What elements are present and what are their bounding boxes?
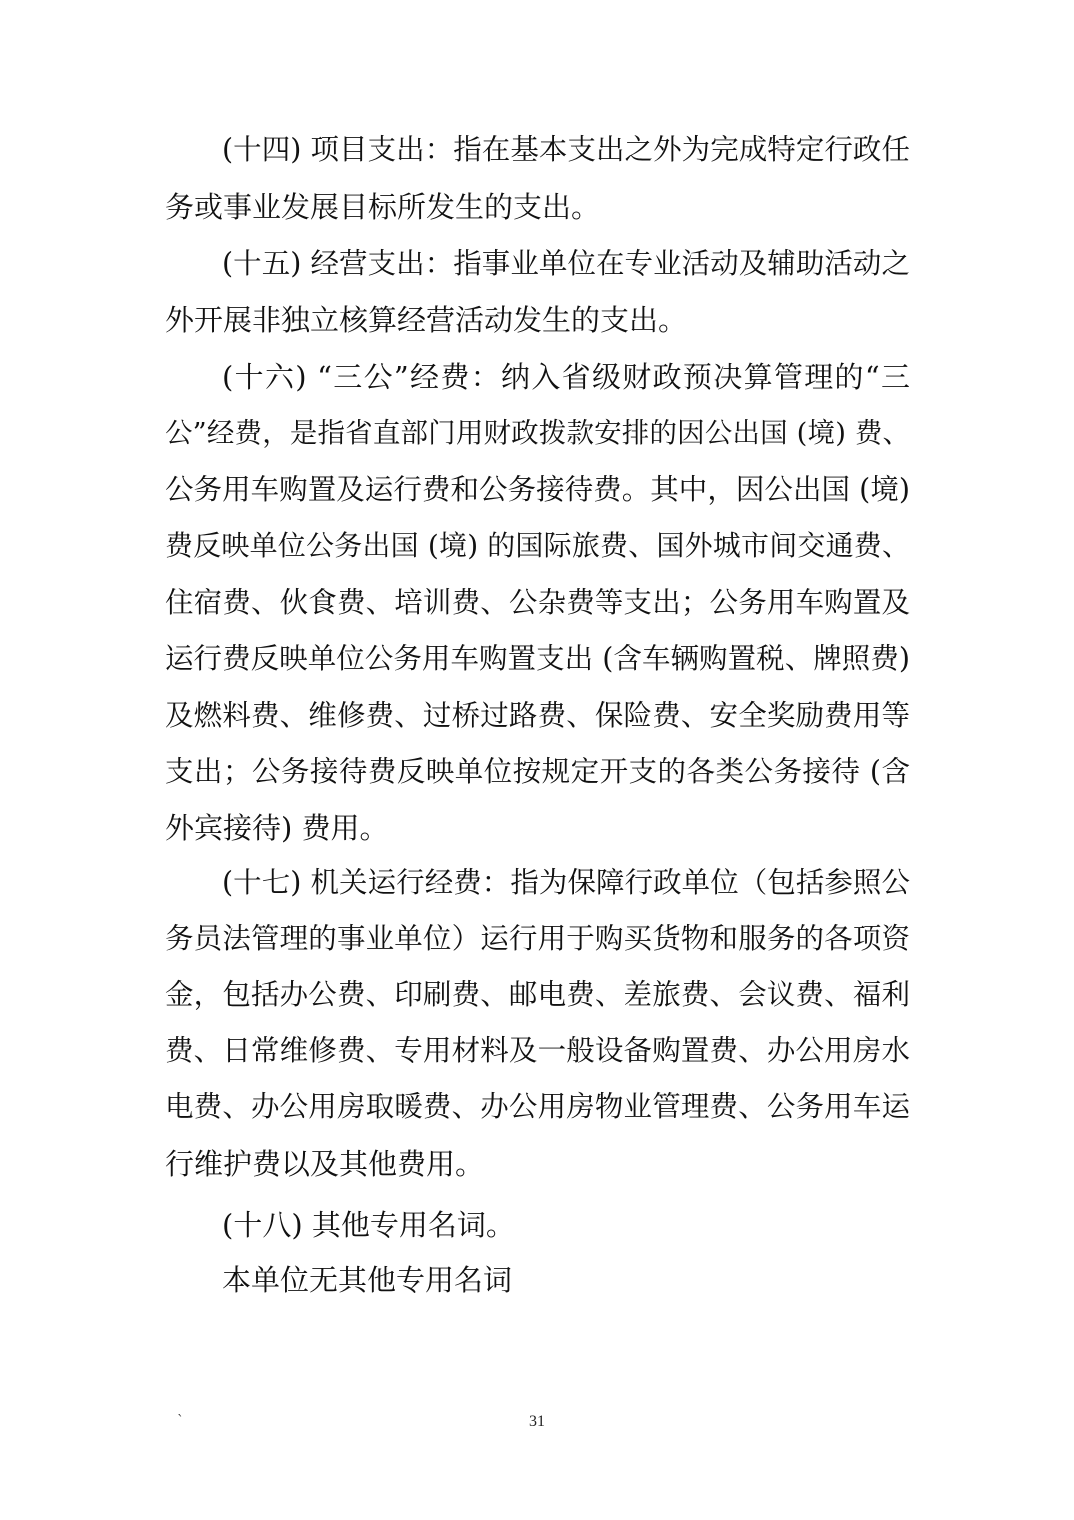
paragraph-17-line-6: 行维护费以及其他费用。: [165, 1147, 485, 1181]
paragraph-17-line-2: 务员法管理的事业单位）运行用于购买货物和服务的各项资: [165, 922, 910, 955]
paragraph-16-line-3: 公务用车购置及运行费和公务接待费。其中，因公出国 (境): [165, 473, 910, 506]
paragraph-17-line-1: (十七) 机关运行经费：指为保障行政单位（包括参照公: [222, 866, 910, 899]
paragraph-18-line-1: (十八) 其他专用名词。: [222, 1208, 515, 1242]
paragraph-16-line-1: (十六) “三公”经费：纳入省级财政预决算管理的“三: [222, 360, 910, 394]
paragraph-16-line-8: 支出；公务接待费反映单位按规定开支的各类公务接待 (含: [165, 755, 910, 788]
paragraph-17-line-4: 费、日常维修费、专用材料及一般设备购置费、办公用房水: [165, 1034, 910, 1067]
paragraph-17-line-5: 电费、办公用房取暖费、办公用房物业管理费、公务用车运: [165, 1090, 910, 1123]
paragraph-14-line-2: 务或事业发展目标所发生的支出。: [165, 190, 601, 224]
paragraph-16-line-9: 外宾接待) 费用。: [165, 811, 389, 845]
paragraph-15-line-2: 外开展非独立核算经营活动发生的支出。: [165, 303, 688, 337]
paragraph-15-line-1: (十五) 经营支出：指事业单位在专业活动及辅助活动之: [222, 247, 910, 280]
paragraph-14-line-1: (十四) 项目支出：指在基本支出之外为完成特定行政任: [222, 133, 910, 166]
page-number: 31: [529, 1413, 545, 1430]
paragraph-18-note: 本单位无其他专用名词: [222, 1263, 513, 1297]
paragraph-16-line-4: 费反映单位公务出国 (境) 的国际旅费、国外城市间交通费、: [165, 529, 910, 562]
paragraph-16-line-5: 住宿费、伙食费、培训费、公杂费等支出；公务用车购置及: [165, 586, 910, 619]
paragraph-16-line-2: 公”经费，是指省直部门用财政拨款安排的因公出国 (境) 费、: [165, 417, 910, 449]
paragraph-16-line-7: 及燃料费、维修费、过桥过路费、保险费、安全奖励费用等: [165, 699, 910, 732]
paragraph-16-line-6: 运行费反映单位公务用车购置支出 (含车辆购置税、牌照费): [165, 642, 910, 675]
footer-mark: `: [177, 1413, 184, 1429]
paragraph-17-line-3: 金，包括办公费、印刷费、邮电费、差旅费、会议费、福利: [165, 978, 910, 1011]
